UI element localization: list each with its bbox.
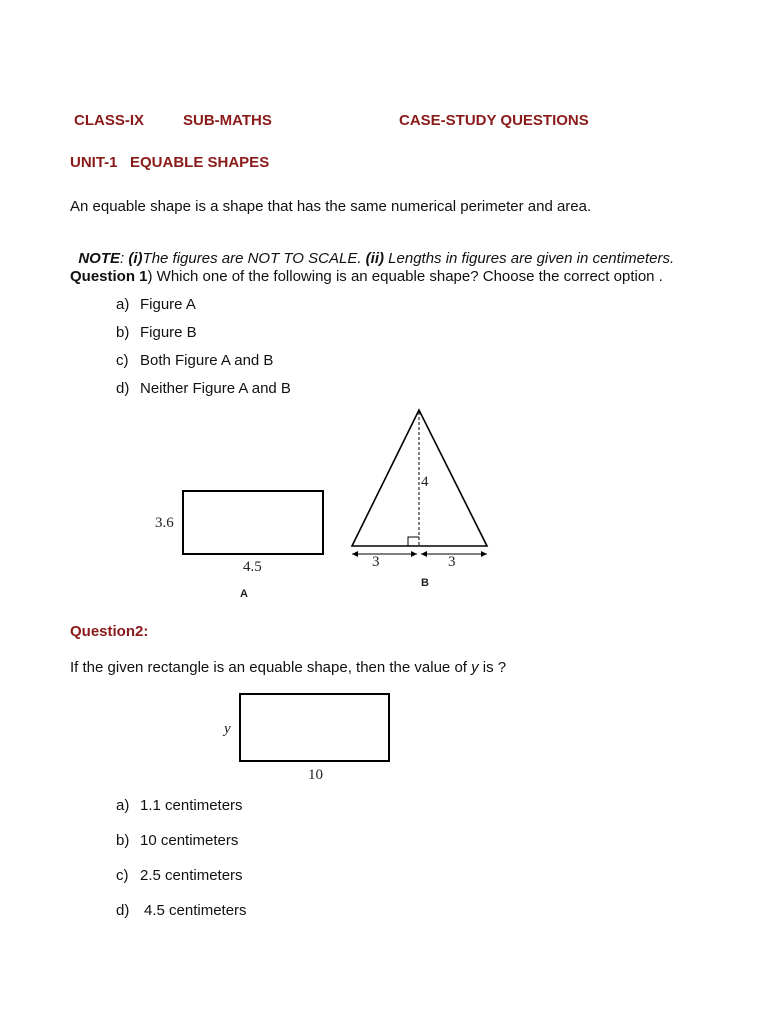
figure-b-left-base-label: 3 <box>372 554 380 570</box>
definition-text: An equable shape is a shape that has the same numerical perimeter and area. <box>70 198 592 215</box>
option-unit: centimeters <box>160 867 243 884</box>
option-letter: a) <box>116 797 130 814</box>
option-unit: centimeters <box>156 832 239 849</box>
figure-b-label: B <box>421 577 429 589</box>
option-unit: centimeters <box>164 902 247 919</box>
q1-option-d <box>116 380 291 397</box>
note-text-ii: Lengths in figures are given in centimeters. <box>384 250 675 267</box>
right-angle-marker <box>408 537 419 546</box>
option-value: 4.5 <box>144 902 165 919</box>
q2-option-d <box>116 902 247 919</box>
q2-option-c <box>116 867 243 884</box>
q2-width-label: 10 <box>308 767 323 783</box>
q2-option-a <box>116 797 243 814</box>
note-colon: : <box>120 250 129 267</box>
figure-a-height-label: 3.6 <box>155 515 174 531</box>
option-text: Both Figure A and B <box>140 352 274 369</box>
note-line <box>70 233 674 267</box>
option-value: 1.1 <box>140 797 161 814</box>
figure-b-height-label: 4 <box>421 474 429 490</box>
option-letter: b) <box>116 324 130 341</box>
question-2-text <box>70 659 506 676</box>
option-letter: d) <box>116 380 130 397</box>
figure-a-rectangle <box>183 491 323 554</box>
option-value: 10 <box>140 832 157 849</box>
option-letter: b) <box>116 832 130 849</box>
q1-option-c <box>116 352 274 369</box>
question-2-variable: y <box>471 659 479 676</box>
note-marker-i: (i) <box>128 250 143 267</box>
arrowhead <box>481 551 487 557</box>
note-label: NOTE <box>78 250 121 267</box>
option-text: Figure B <box>140 324 197 341</box>
subject-label: SUB-MATHS <box>183 112 272 129</box>
option-letter: c) <box>116 867 129 884</box>
question-1-label: Question 1 <box>70 268 148 285</box>
option-letter: d) <box>116 902 130 919</box>
option-value: 2.5 <box>140 867 161 884</box>
q1-option-a <box>116 296 196 313</box>
figure-b-right-base-label: 3 <box>448 554 456 570</box>
arrowhead <box>352 551 358 557</box>
note-text-i: The figures are NOT TO SCALE. <box>142 250 366 267</box>
note-marker-ii: (ii) <box>365 250 384 267</box>
option-text: Figure A <box>140 296 196 313</box>
unit-title: UNIT-1 EQUABLE SHAPES <box>70 154 270 171</box>
question-2-text-before: If the given rectangle is an equable shape, then the value of <box>70 659 472 676</box>
question-1-text: ) Which one of the following is an equable shape? Choose the correct option . <box>147 268 663 285</box>
arrowhead <box>421 551 427 557</box>
q2-option-b <box>116 832 239 849</box>
document-type-label: CASE-STUDY QUESTIONS <box>399 112 589 129</box>
option-text: Neither Figure A and B <box>140 380 291 397</box>
q2-rectangle <box>240 694 389 761</box>
option-unit: centimeters <box>160 797 243 814</box>
figure-a-width-label: 4.5 <box>243 559 262 575</box>
q2-figure <box>0 680 768 790</box>
q1-figures <box>0 400 768 610</box>
figure-a-label: A <box>240 588 248 600</box>
option-letter: c) <box>116 352 129 369</box>
question-1 <box>70 268 663 285</box>
arrowhead <box>411 551 417 557</box>
question-2-text-after: is ? <box>478 659 507 676</box>
option-letter: a) <box>116 296 130 313</box>
class-label: CLASS-IX <box>74 112 145 129</box>
question-2-label: Question2: <box>70 623 149 640</box>
q2-height-label: y <box>224 721 231 737</box>
q1-option-b <box>116 324 197 341</box>
